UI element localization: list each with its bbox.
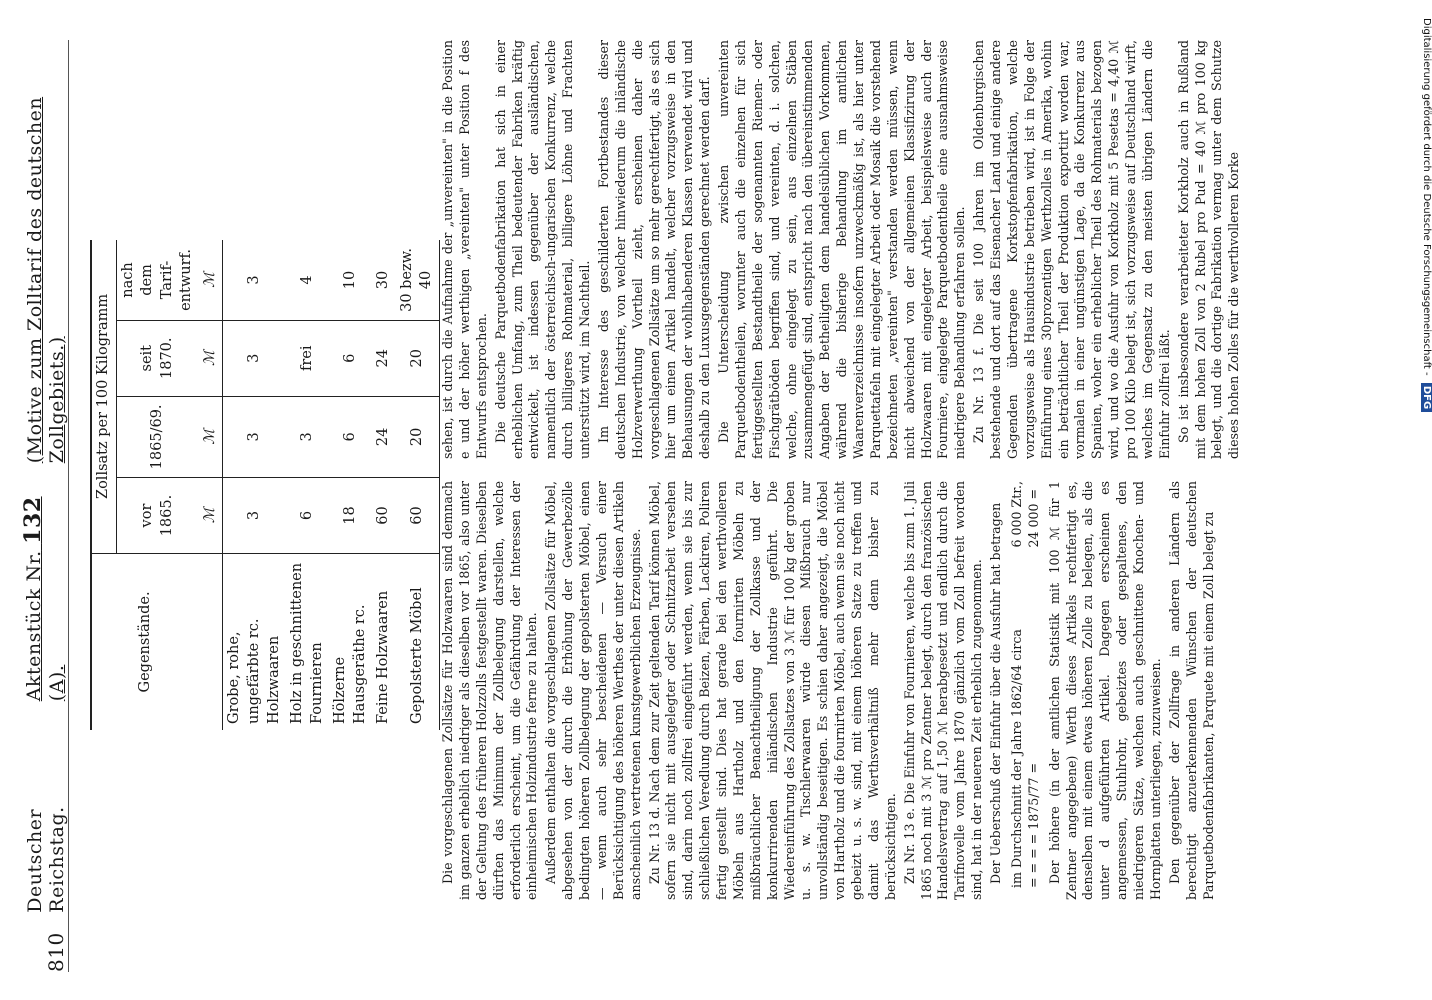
import-label: im Durchschnitt der Jahre 1862/64 circa [1008, 629, 1024, 888]
document-number-prefix: Aktenstück Nr. [23, 550, 45, 702]
table-row [396, 240, 440, 730]
unit-label: ℳ [199, 396, 223, 478]
table-row [372, 240, 396, 730]
running-head [20, 40, 69, 972]
paragraph: Außerdem enthalten die vorgeschlagenen Zollsätze für Möbel, abgesehen von der durch die Erhöhung der Gewerbezölle bedingten höheren Zollbelegung der gepolsterten Möbel, einen — wenn auch sehr bescheidenen — Versuch einer Berücksichtigung des höheren Werthes der unter diesen Artikeln anscheinlich vertretenen kunstgewerblichen Erzeugnisse. [543, 481, 643, 900]
rate-cell: 3 [223, 478, 286, 554]
column-header: vor 1865. [116, 478, 199, 554]
paragraph: sehen, ist durch die Aufnahme der „unvereinten" in die Position e und der höher werthigen „vereinten" unter Position f des Entwurfs entsprochen. [440, 40, 489, 459]
paragraph: Die Unterscheidung zwischen unvereinten Parquetbodentheilen, worunter auch die einzelnen für sich fertiggestellten Bestandtheile der sogenannten Riemen- oder Fischgrätböden begriffen sind, und vereinten, d. i. solchen, welche, ohne eingelegt zu sein, aus einzelnen Stäben zusammengefügt sind, entspricht nach den übereinstimmenden Angaben der Betheiligten dem handelsüblichen Vorkommen, während die bisherige Behandlung im amtlichen Waarenverzeichnisse insofern unzweckmäßig ist, als hier unter Parquettafeln mit eingelegter Arbeit oder Mosaik die vorstehend bezeichneten „vereinten" verstanden werden müssen, wenn nicht abweichend von der allgemeinen Klassifizirung der Holzwaaren mit eingelegter Arbeit, beispielsweise auch der Fourniere, eingelegte Parquetbodentheile eine ausnahmsweise niedrigere Behandlung erfahren sollen. [716, 40, 968, 459]
unit-label: ℳ [199, 478, 223, 554]
rate-cell: 3 [223, 320, 286, 396]
rate-cell: 24 [372, 320, 396, 396]
import-figures [1009, 481, 1043, 888]
section-title: (Motive zum Zolltarif des deutschen Zollgebiets.) [24, 96, 68, 464]
rate-cell: 4 [286, 240, 329, 320]
rate-cell: 60 [396, 478, 440, 554]
rate-cell: 3 [223, 396, 286, 478]
column-header: 1865/69. [116, 396, 199, 478]
text-column-right [440, 40, 1392, 459]
table-row [286, 240, 329, 730]
text-column-left [440, 481, 1392, 900]
rate-header: Zollsatz per 100 Kilogramm [91, 240, 116, 553]
digitization-caption-text: Digitalisierung gefördert durch die Deutsche Forschungsgemeinschaft - [1421, 18, 1432, 376]
rate-cell: 18 [329, 478, 372, 554]
paragraph: Die deutsche Parquetbodenfabrikation hat sich in einer erheblichen Umfang, zum Theil bedeutender Fabriken kräftig entwickelt, ist indessen gegenüber der ausländischen, namentlich der österreichisch-ungarischen Konkurrenz, welche durch billigeres Rohmaterial, billigere Löhne und Frachten unterstützt wird, im Nachtheil. [492, 40, 592, 459]
paragraph: Zu Nr. 13 e. Die Einfuhr von Fournieren, welche bis zum 1. Juli 1865 noch mit 3 ℳ pro Zentner belegt, durch den französischen Handelsvertrag auf 1,50 ℳ herabgesetzt und endlich durch die Tarifnovelle vom Jahre 1870 gänzlich vom Zoll befreit worden sind, hat in der neueren Zeit erheblich zugenommen. [901, 481, 985, 900]
tariff-table [90, 240, 440, 730]
column-header: seit 1870. [116, 320, 199, 396]
import-value: 6 000 Ztr., [1008, 481, 1024, 548]
paragraph: Im Interesse des geschilderten Fortbestandes dieser deutschen Industrie, von welcher hinwiederum die inländische Holzverwerthung Vortheil zieht, erscheinen daher die vorgeschlagenen Zollsätze um so mehr gerechtfertigt, als es sich hier um einen Artikel handelt, welcher vorzugsweise in den Behausungen der wohlhabenderen Klassen verwendet wird und deshalb zu den Luxusgegenständen gerechnet werden darf. [595, 40, 713, 459]
rate-cell: 3 [286, 396, 329, 478]
rate-cell: 20 [396, 396, 440, 478]
rate-cell: 6 [329, 320, 372, 396]
goods-cell: Holz in geschnittenen Fournieren [286, 553, 329, 730]
rate-cell: 6 [329, 396, 372, 478]
goods-header: Gegenstände. [91, 553, 199, 730]
paragraph: Der höhere (in der amtlichen Statistik mit 100 ℳ für 1 Zentner angegebene) Werth dieses Artikels rechtfertigt es, denselben mit einem etwas höheren Zolle zu belegen, als die unter d aufgeführten Artikel. Dagegen erscheinen es angemessen, Stuhlrohr, gebeiztes oder gespaltenes, den niedrigeren Sätze, welchen auch geschnittene Knochen- und Hornplatten unterliegen, zuzuweisen. [1046, 481, 1163, 900]
paragraph: Zu Nr. 13 d. Nach dem zur Zeit geltenden Tarif können Möbel, sofern sie nicht mit ausgelegter oder Schnitzarbeit versehen sind, darin noch zollfrei eingeführt werden, wenn sie bis zur schließlichen Veredlung durch Beizen, Färben, Lackiren, Poliren fertig gestellt sind. Dies hat gerade bei den werthvolleren Möbeln aus Hartholz und den fournirten Möbeln zu mißbräuchlicher Benachtheiligung der Zollkasse und der konkurrirenden inländischen Industrie geführt. Die Wiedereinführung des Zollsatzes von 3 ℳ für 100 kg der groben u. s. w. Tischlerwaaren würde diesen Mißbrauch nur unvollständig beseitigen. Es schien daher angezeigt, die Möbel von Hartholz und die fournirten Möbel, auch wenn sie noch nicht gebeizt u. s. w. sind, mit einem höheren Satze zu treffen und damit das Werthsverhältniß mehr denn bisher zu berücksichtigen. [646, 481, 898, 900]
paragraph: Der Ueberschuß der Einfuhr über die Ausfuhr hat betragen [988, 502, 1003, 884]
import-value: 24 000 = [1025, 488, 1041, 548]
paragraph: Den gegenüber der Zollfrage in anderen Ländern als berechtigt anzuerkennenden Wünschen der deutschen Parquetbodenfabrikanten, Parquete mit einem Zoll belegt zu [1166, 481, 1216, 900]
goods-cell: Gepolsterte Möbel [396, 553, 440, 730]
rate-cell: 30 bezw. 40 [396, 240, 440, 320]
import-label: = = = = 1875/77 = [1025, 762, 1041, 888]
rate-cell: 24 [372, 396, 396, 478]
goods-cell: Feine Holzwaaren [372, 553, 396, 730]
rate-cell: 60 [372, 478, 396, 554]
document-number-value: 132 [20, 496, 46, 544]
dfg-logo: DFG [1421, 383, 1432, 412]
rate-cell: 3 [223, 240, 286, 320]
unit-label: ℳ [199, 320, 223, 396]
rate-cell: frei [286, 320, 329, 396]
rate-cell: 30 [372, 240, 396, 320]
column-header: nach dem Tarif-entwurf. [116, 240, 199, 320]
goods-cell: Hölzerne Hausgeräthe rc. [329, 553, 372, 730]
paragraph: Zu Nr. 13 f. Die seit 100 Jahren im Oldenburgischen bestehende und dort auf das Eisenacher Land und einige andere Gegenden übertragene Korkstopfenfabrikation, welche vorzugsweise als Hausindustrie betrieben wird, ist in Folge der Einführung eines 30prozentigen Werthzolles in Amerika, wohin ein beträchtlicher Theil der Produktion exportirt worden war, vormalen in einer ungünstigen Lage, da die Konkurrenz aus Spanien, woher ein erheblicher Theil des Rohmaterials bezogen wird, und wo die Ausfuhr von Korkholz mit 5 Pesetas = 4,40 ℳ pro 100 Kilo belegt ist, sich vorzugsweise auf Deutschland wirft, welches im Gegensatz zu den meisten übrigen Ländern die Einfuhr zollfrei läßt. [971, 40, 1172, 459]
document-number [20, 491, 68, 701]
table-row [223, 240, 286, 730]
unit-label: ℳ [199, 240, 223, 320]
paragraph: Die vorgeschlagenen Zollsätze für Holzwaaren sind demnach im ganzen erheblich niedriger als dieselben vor 1865, also unter der Geltung des früheren Holzzolls festgestellt waren. Dieselben dürften das Minimum der Zollbelegung darstellen, welche erforderlich erscheint, um die Gefährdung der Interessen der einheimischen Holzindustrie ferne zu halten. [440, 481, 540, 900]
digitization-caption [1416, 0, 1432, 1000]
goods-cell: Grobe, rohe, ungefärbte rc. Holzwaaren [223, 553, 286, 730]
text-columns [440, 40, 1392, 900]
document-number-suffix: (A). [46, 664, 68, 702]
paragraph: So ist insbesondere verarbeiteter Korkholz auch in Rußland mit dem hohen Zoll von 2 Rubel pro Pud = 40 ℳ pro 100 kg belegt, und die dortige Fabrikation vermag unter dem Schutze dieses hohen Zolles für die werthvolleren Korke [1175, 40, 1242, 459]
journal-title: Deutscher Reichstag. [24, 806, 68, 913]
rate-cell: 6 [286, 478, 329, 554]
table-row [329, 240, 372, 730]
rate-cell: 20 [396, 320, 440, 396]
rate-cell: 10 [329, 240, 372, 320]
page-number: 810 [44, 932, 68, 972]
